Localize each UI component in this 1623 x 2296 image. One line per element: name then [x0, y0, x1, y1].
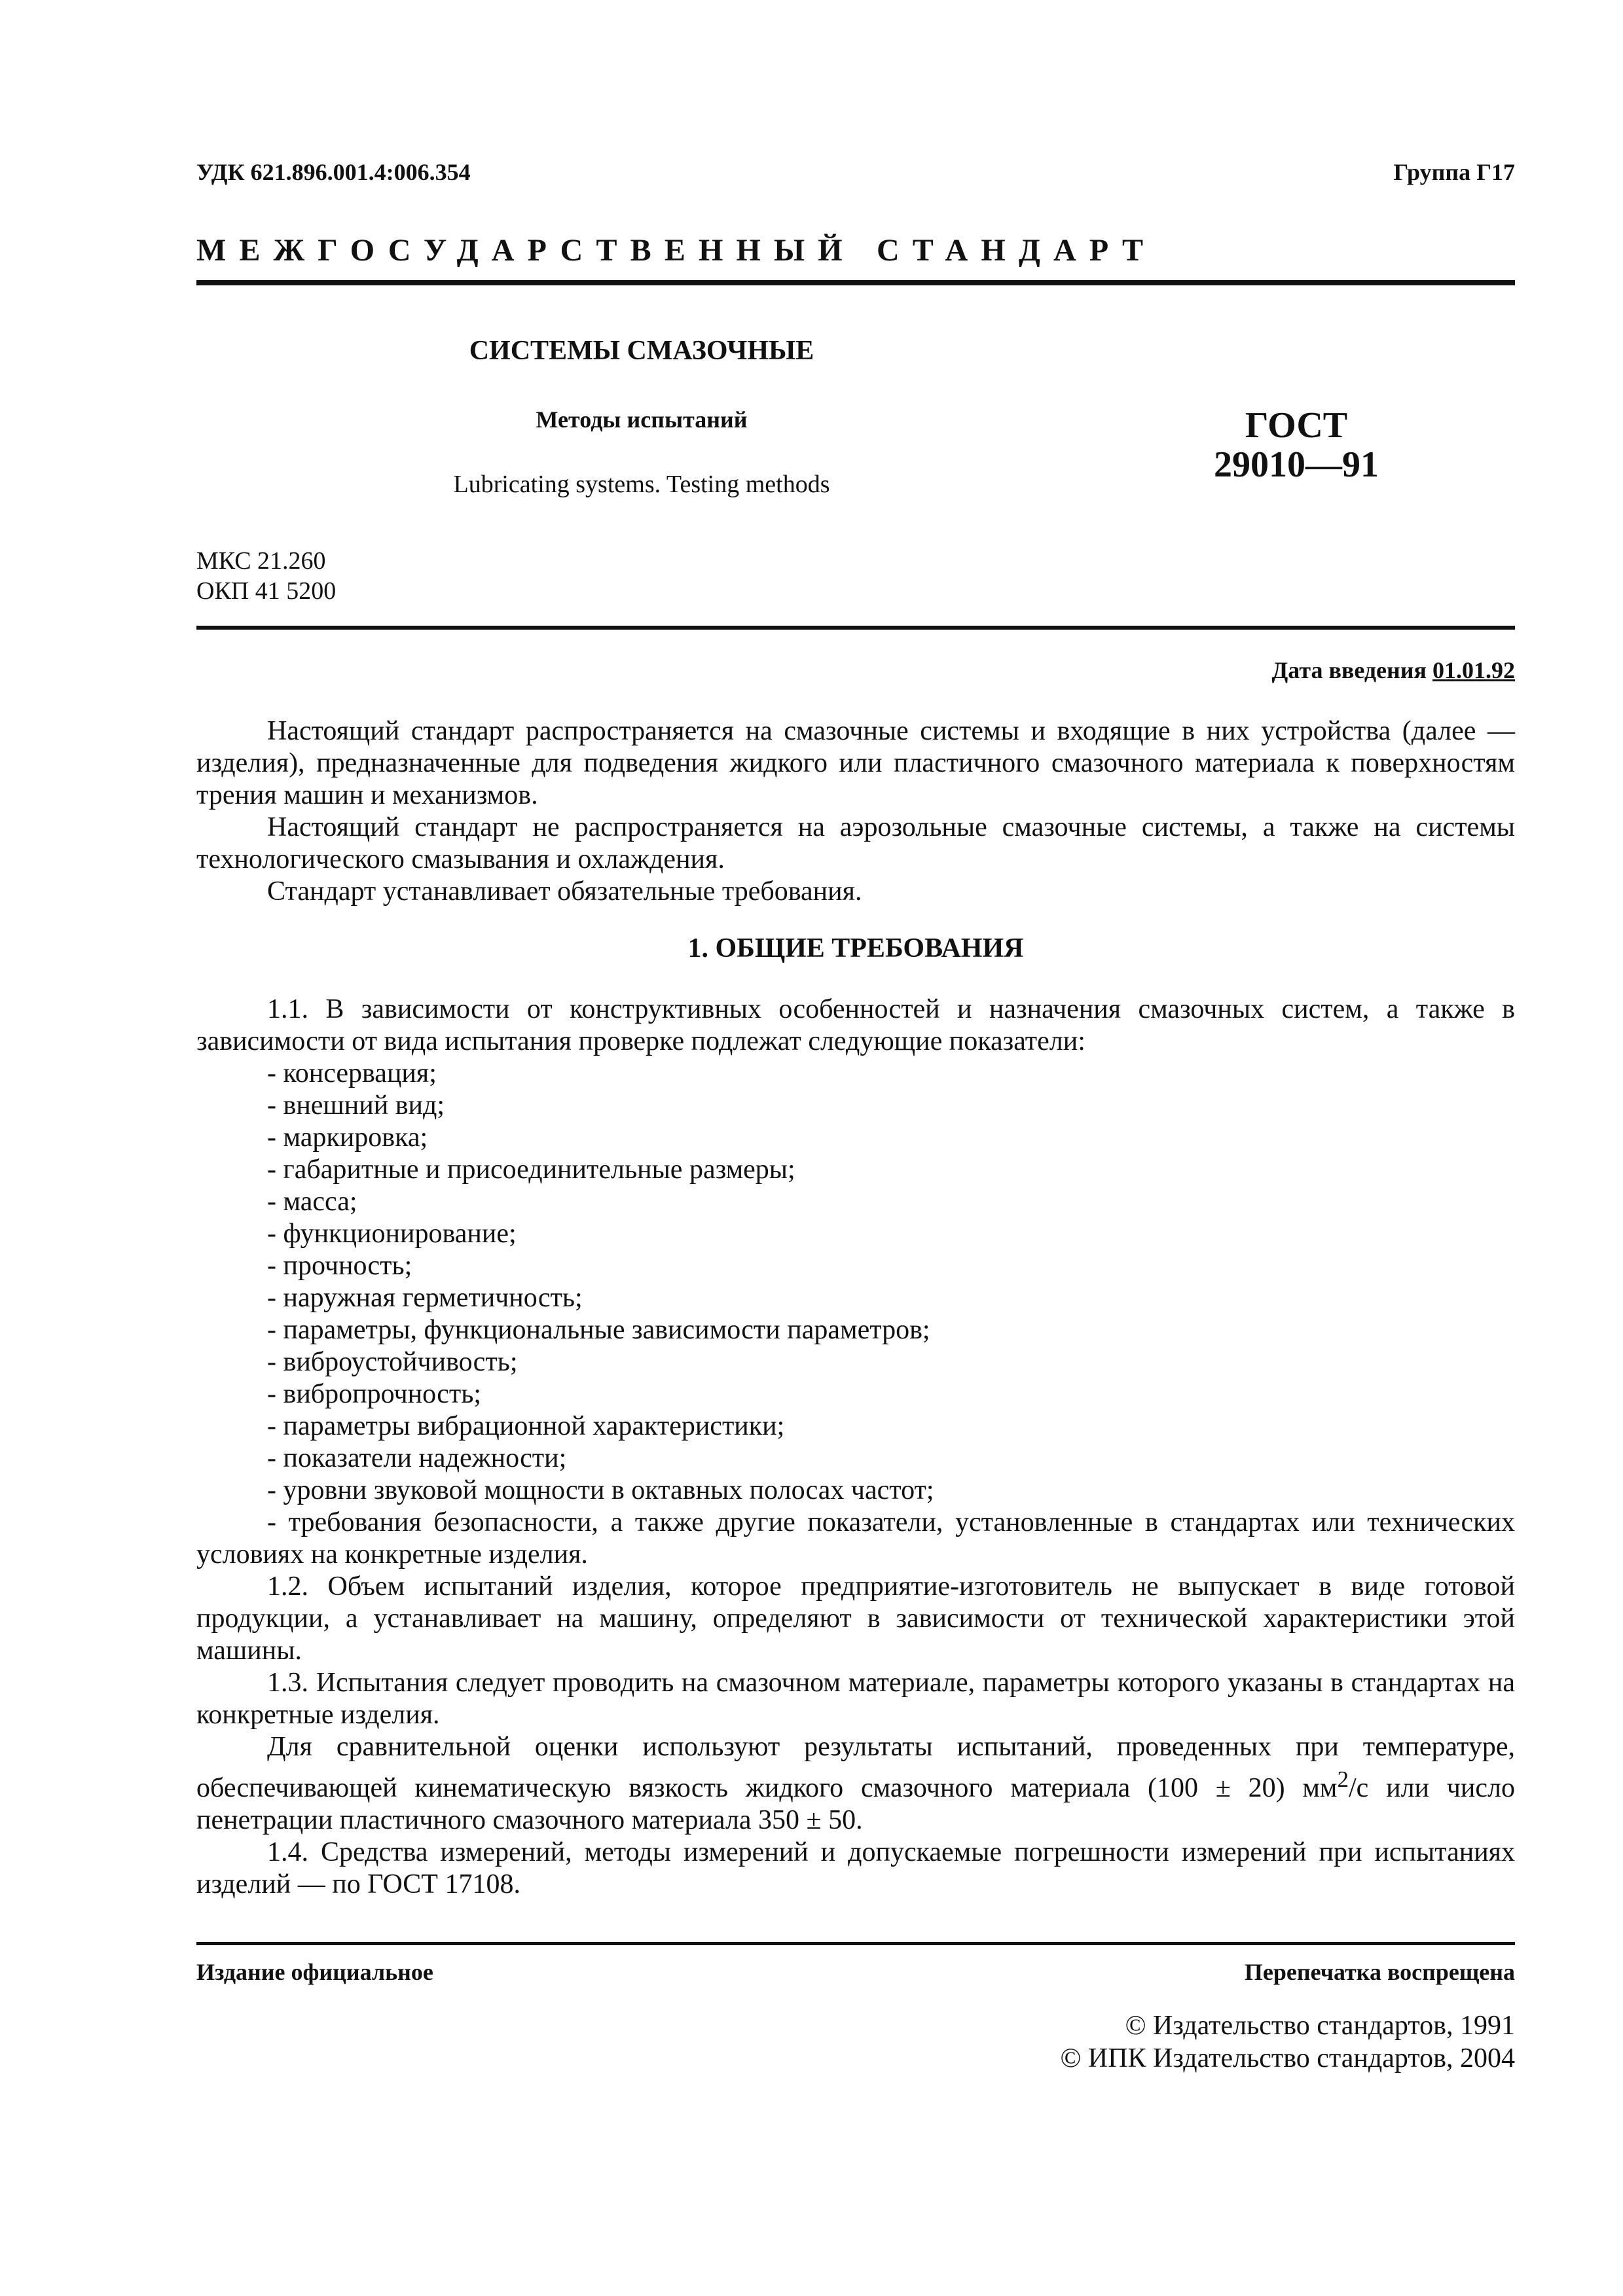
official-edition-label: Издание официальное	[196, 1959, 433, 1985]
gost-code: 29010—91	[1214, 444, 1379, 486]
comparison-text: Для сравнительной оценки используют результаты испытаний, проведенных при температуре, обеспечивающей кинематическую вязкость жидкого смазочного материала (100 ± 20) мм	[196, 1732, 1515, 1803]
list-item: - габаритные и присоединительные размеры;	[267, 1155, 795, 1185]
list-item: - уровни звуковой мощности в октавных полосах частот;	[267, 1475, 934, 1505]
header-rule	[196, 280, 1515, 285]
list-item: - вибропрочность;	[267, 1379, 482, 1409]
english-title: Lubricating systems. Testing methods	[453, 471, 830, 498]
unit-superscript: 2	[1337, 1767, 1349, 1792]
classification-codes	[196, 547, 336, 606]
section-heading: 1. ОБЩИЕ ТРЕБОВАНИЯ	[687, 933, 1024, 963]
copyright-line: © Издательство стандартов, 1991	[1125, 2011, 1515, 2041]
interstate-standard-banner: МЕЖГОСУДАРСТВЕННЫЙ СТАНДАРТ	[196, 233, 1157, 268]
mks-code: МКС 21.260	[196, 547, 326, 575]
intro-paragraph: Настоящий стандарт не распространяется на аэрозольные смазочные системы, а также на системы технологического смазывания и охлаждения.	[196, 812, 1515, 874]
footer-rule	[196, 1942, 1515, 1945]
date-value: 01.01.92	[1432, 657, 1515, 683]
indicator-list	[196, 1058, 1515, 1571]
list-item: - наружная герметичность;	[267, 1283, 583, 1313]
list-item: - функционирование;	[267, 1219, 517, 1249]
title-rule	[196, 626, 1515, 630]
document-subtitle: Методы испытаний	[536, 406, 748, 433]
list-item: - прочность;	[267, 1251, 412, 1281]
list-item: - маркировка;	[267, 1122, 428, 1153]
list-item: - виброустойчивость;	[267, 1347, 518, 1377]
udk-code: УДК 621.896.001.4:006.354	[196, 159, 471, 185]
copyright-block	[1060, 2009, 1515, 2075]
title-block	[354, 335, 930, 499]
list-item: - консервация;	[267, 1058, 437, 1088]
list-item: - параметры, функциональные зависимости параметров;	[267, 1315, 930, 1345]
date-label: Дата введения	[1271, 657, 1427, 683]
clause-1-3: 1.3. Испытания следует проводить на смазочном материале, параметры которого указаны в стандартах на конкретные изделия.	[196, 1668, 1515, 1730]
introduction-date	[1272, 656, 1516, 684]
clause-1-2: 1.2. Объем испытаний изделия, которое предприятие-изготовитель не выпускает в виде готовой продукции, а устанавливает на машину, определяют в зависимости от технической характеристики этой машины.	[196, 1571, 1515, 1666]
clause-1-3-comparison	[196, 1731, 1515, 1837]
list-item: - масса;	[267, 1187, 357, 1217]
gost-label: ГОСТ	[1245, 405, 1348, 446]
list-item: - параметры вибрационной характеристики;	[267, 1411, 785, 1441]
okp-code: ОКП 41 5200	[196, 577, 337, 605]
intro-paragraph: Стандарт устанавливает обязательные требования.	[267, 876, 862, 906]
list-item: - показатели надежности;	[267, 1443, 567, 1473]
list-item: - требования безопасности, а также другие показатели, установленные в стандартах или технических условиях на конкретные изделия.	[196, 1507, 1515, 1570]
list-item: - внешний вид;	[267, 1090, 445, 1121]
document-title: СИСТЕМЫ СМАЗОЧНЫЕ	[469, 336, 814, 366]
group-code: Группа Г17	[1393, 159, 1515, 185]
copyright-line: © ИПК Издательство стандартов, 2004	[1060, 2043, 1515, 2073]
gost-number	[1139, 406, 1453, 485]
clause-1-4: 1.4. Средства измерений, методы измерений и допускаемые погрешности измерений при испытаниях изделий — по ГОСТ 17108.	[196, 1837, 1515, 1899]
comparison-text-end: /с или число пенетрации пластичного смазочного материала 350 ± 50.	[196, 1773, 1515, 1835]
clause-1-1: 1.1. В зависимости от конструктивных особенностей и назначения смазочных систем, а также в зависимости от вида испытания проверке подлежат следующие показатели:	[196, 994, 1515, 1056]
reprint-prohibited-label: Перепечатка воспрещена	[1244, 1959, 1515, 1985]
intro-paragraph: Настоящий стандарт распространяется на смазочные системы и входящие в них устройства (далее — изделия), предназначенные для подведения жидкого или пластичного смазочного материала к поверхностям трения машин и механизмов.	[196, 716, 1515, 810]
document-body	[196, 715, 1515, 1901]
